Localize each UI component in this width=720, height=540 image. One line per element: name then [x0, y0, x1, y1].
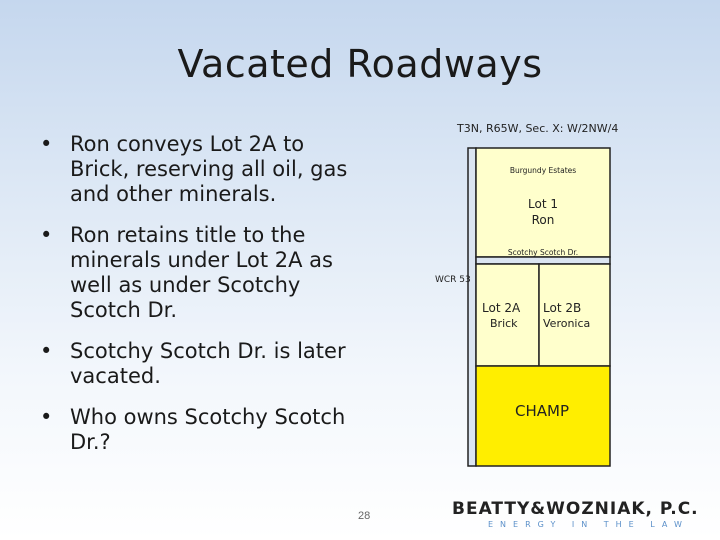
- page-number: 28: [358, 510, 371, 522]
- bullet-text: Who owns Scotchy Scotch Dr.?: [70, 405, 346, 454]
- map-header: T3N, R65W, Sec. X: W/2NW/4: [457, 122, 619, 135]
- bullet-glyph: •: [40, 132, 53, 156]
- bullet-text: Ron retains title to the minerals under Lot 2A as well as under Scotchy Scotch Dr.: [70, 223, 333, 322]
- lot-2b-label: [543, 300, 590, 332]
- street-label: Scotchy Scotch Dr.: [507, 248, 579, 257]
- lot-2a-label: [482, 300, 520, 332]
- bullet-text: Scotchy Scotch Dr. is later vacated.: [70, 339, 346, 388]
- lot-2b-owner: Veronica: [543, 317, 591, 330]
- lot-2a-owner: Brick: [490, 317, 518, 330]
- slide-title: Vacated Roadways: [177, 42, 543, 86]
- bullet-glyph: •: [40, 405, 53, 429]
- county-road: [468, 148, 476, 466]
- bullet-text: Ron conveys Lot 2A to Brick, reserving all oil, gas and other minerals.: [70, 132, 348, 206]
- champ-label: CHAMP: [515, 402, 570, 420]
- firm-tagline: ENERGY IN THE LAW: [488, 520, 689, 529]
- bullet-glyph: •: [40, 223, 53, 247]
- lot-2b-name: Lot 2B: [543, 301, 582, 315]
- subdivision-label: Burgundy Estates: [509, 166, 577, 175]
- lot-1-label: [476, 196, 610, 228]
- lot-1-owner: Ron: [531, 213, 555, 227]
- lot-1-name: Lot 1: [528, 197, 558, 211]
- street-parcel: [476, 257, 610, 264]
- firm-logo: BEATTY&WOZNIAK, P.C.: [452, 499, 699, 519]
- road-label: WCR 53: [435, 275, 471, 285]
- bullet-glyph: •: [40, 339, 53, 363]
- lot-2a-name: Lot 2A: [482, 301, 521, 315]
